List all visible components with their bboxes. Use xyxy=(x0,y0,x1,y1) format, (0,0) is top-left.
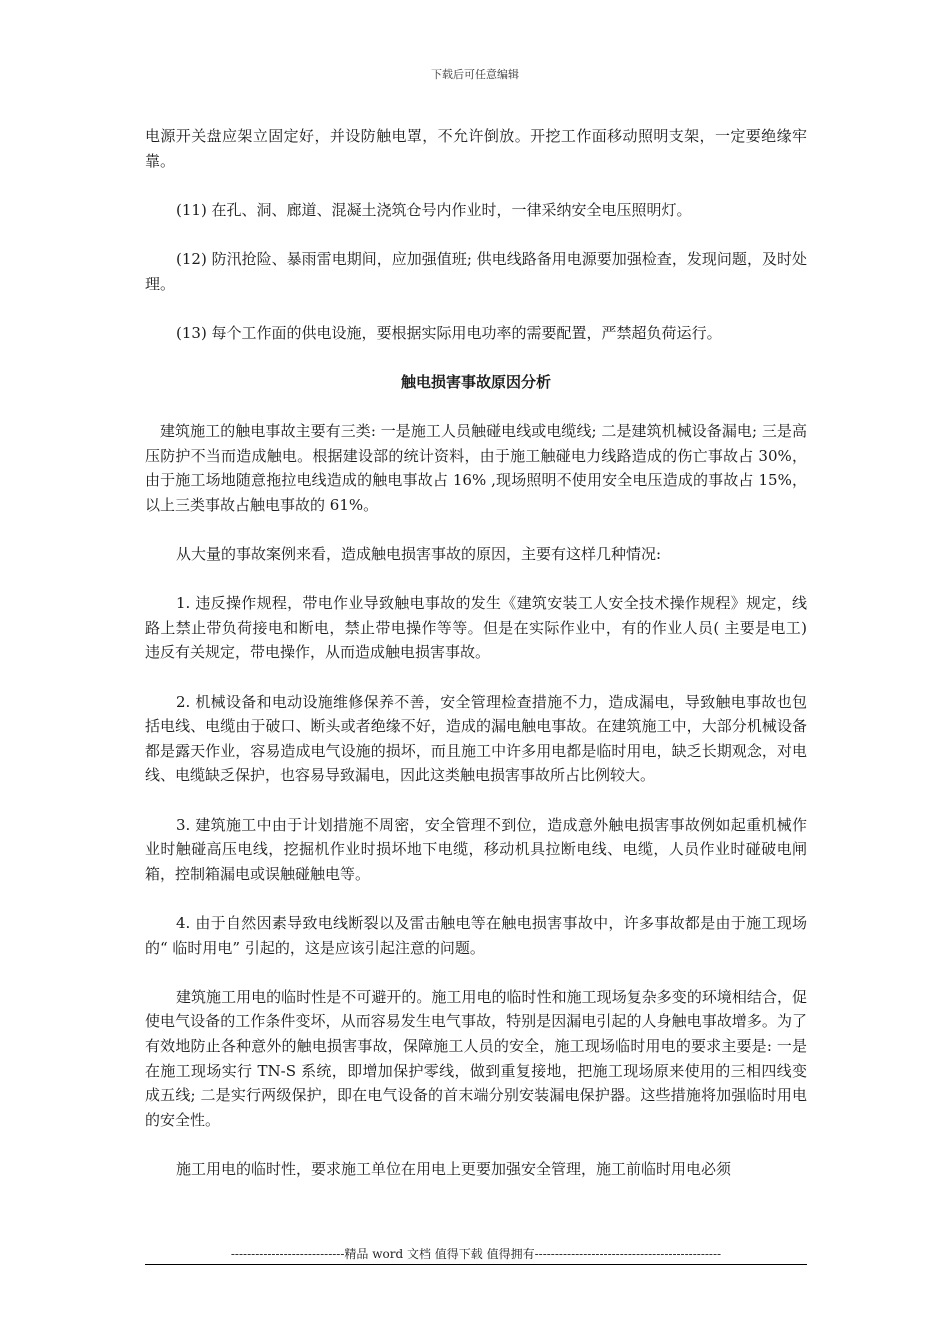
paragraph-cause-3: 3. 建筑施工中由于计划措施不周密，安全管理不到位，造成意外触电损害事故例如起重机械作业时触碰高压电线，挖掘机作业时损坏地下电缆，移动机具拉断电线、电缆，人员作业时碰破电闸箱，控制箱漏电或误触碰触电等。 xyxy=(145,815,807,883)
page-footer-note: ----------------------------精品 word 文档 值得下载 值得拥有---------------------------------------------- xyxy=(230,1247,722,1261)
paragraph-power-switch: 电源开关盘应架立固定好，并设防触电罩，不允许倒放。开挖工作面移动照明支架，一定要绝缘牢靠。 xyxy=(145,127,807,170)
paragraph-cause-4: 4. 由于自然因素导致电线断裂以及雷击触电等在触电损害事故中，许多事故都是由于施工现场的“ 临时用电” 引起的，这是应该引起注意的问题。 xyxy=(145,914,807,957)
paragraph-safety-management: 施工用电的临时性，要求施工单位在用电上更要加强安全管理，施工前临时用电必须 xyxy=(176,1159,732,1178)
section-title: 触电损害事故原因分析 xyxy=(400,372,551,391)
paragraph-item-13: (13) 每个工作面的供电设施，要根据实际用电功率的需要配置，严禁超负荷运行。 xyxy=(176,323,722,342)
page-header-note: 下载后可任意编辑 xyxy=(431,68,519,81)
footer-divider xyxy=(145,1264,807,1265)
paragraph-item-11: (11) 在孔、洞、廊道、混凝土浇筑仓号内作业时，一律采纳安全电压照明灯。 xyxy=(176,200,692,219)
document-body xyxy=(145,124,807,1206)
paragraph-item-12: (12) 防汛抢险、暴雨雷电期间，应加强值班; 供电线路备用电源要加强检查，发现问题，及时处理。 xyxy=(145,249,807,293)
paragraph-cause-1: 1. 违反操作规程，带电作业导致触电事故的发生《建筑安装工人安全技术操作规程》规定，线路上禁止带负荷接电和断电，禁止带电操作等等。但是在实际作业中，有的作业人员( 主要是电工) 违反有关规定，带电操作，从而造成触电损害事故。 xyxy=(145,594,807,662)
paragraph-accident-types: 建筑施工的触电事故主要有三类: 一是施工人员触碰电线或电缆线; 二是建筑机械设备漏电; 三是高压防护不当而造成触电。根据建设部的统计资料，由于施工触碰电力线路造成的伤亡事故占 30%，由于施工场地随意拖拉电线造成的触电事故占 16% ,现场照明不使用安全电压造成的事故占 15%，以上三类事故占触电事故的 61%。 xyxy=(145,422,807,514)
paragraph-cause-2: 2. 机械设备和电动设施维修保养不善，安全管理检查措施不力，造成漏电，导致触电事故也包括电线、电缆由于破口、断头或者绝缘不好，造成的漏电触电事故。在建筑施工中，大部分机械设备都是露天作业，容易造成电气设施的损坏，而且施工中许多用电都是临时用电，缺乏长期观念，对电线、电缆缺乏保护，也容易导致漏电，因此这类触电损害事故所占比例较大。 xyxy=(145,692,807,785)
paragraph-temporary-power: 建筑施工用电的临时性是不可避开的。施工用电的临时性和施工现场复杂多变的环境相结合，促使电气设备的工作条件变坏，从而容易发生电气事故，特别是因漏电引起的人身触电事故增多。为了有效地防止各种意外的触电损害事故，保障施工人员的安全，施工现场临时用电的要求主要是: 一是在施工现场实行 TN-S 系统，即增加保护零线，做到重复接地，把施工现场原来使用的三相四线变成五线; 二是实行两级保护，即在电气设备的首末端分别安装漏电保护器。这些措施将加强临时用电的安全性。 xyxy=(145,987,807,1129)
paragraph-causes-intro: 从大量的事故案例来看，造成触电损害事故的原因，主要有这样几种情况: xyxy=(176,545,662,564)
